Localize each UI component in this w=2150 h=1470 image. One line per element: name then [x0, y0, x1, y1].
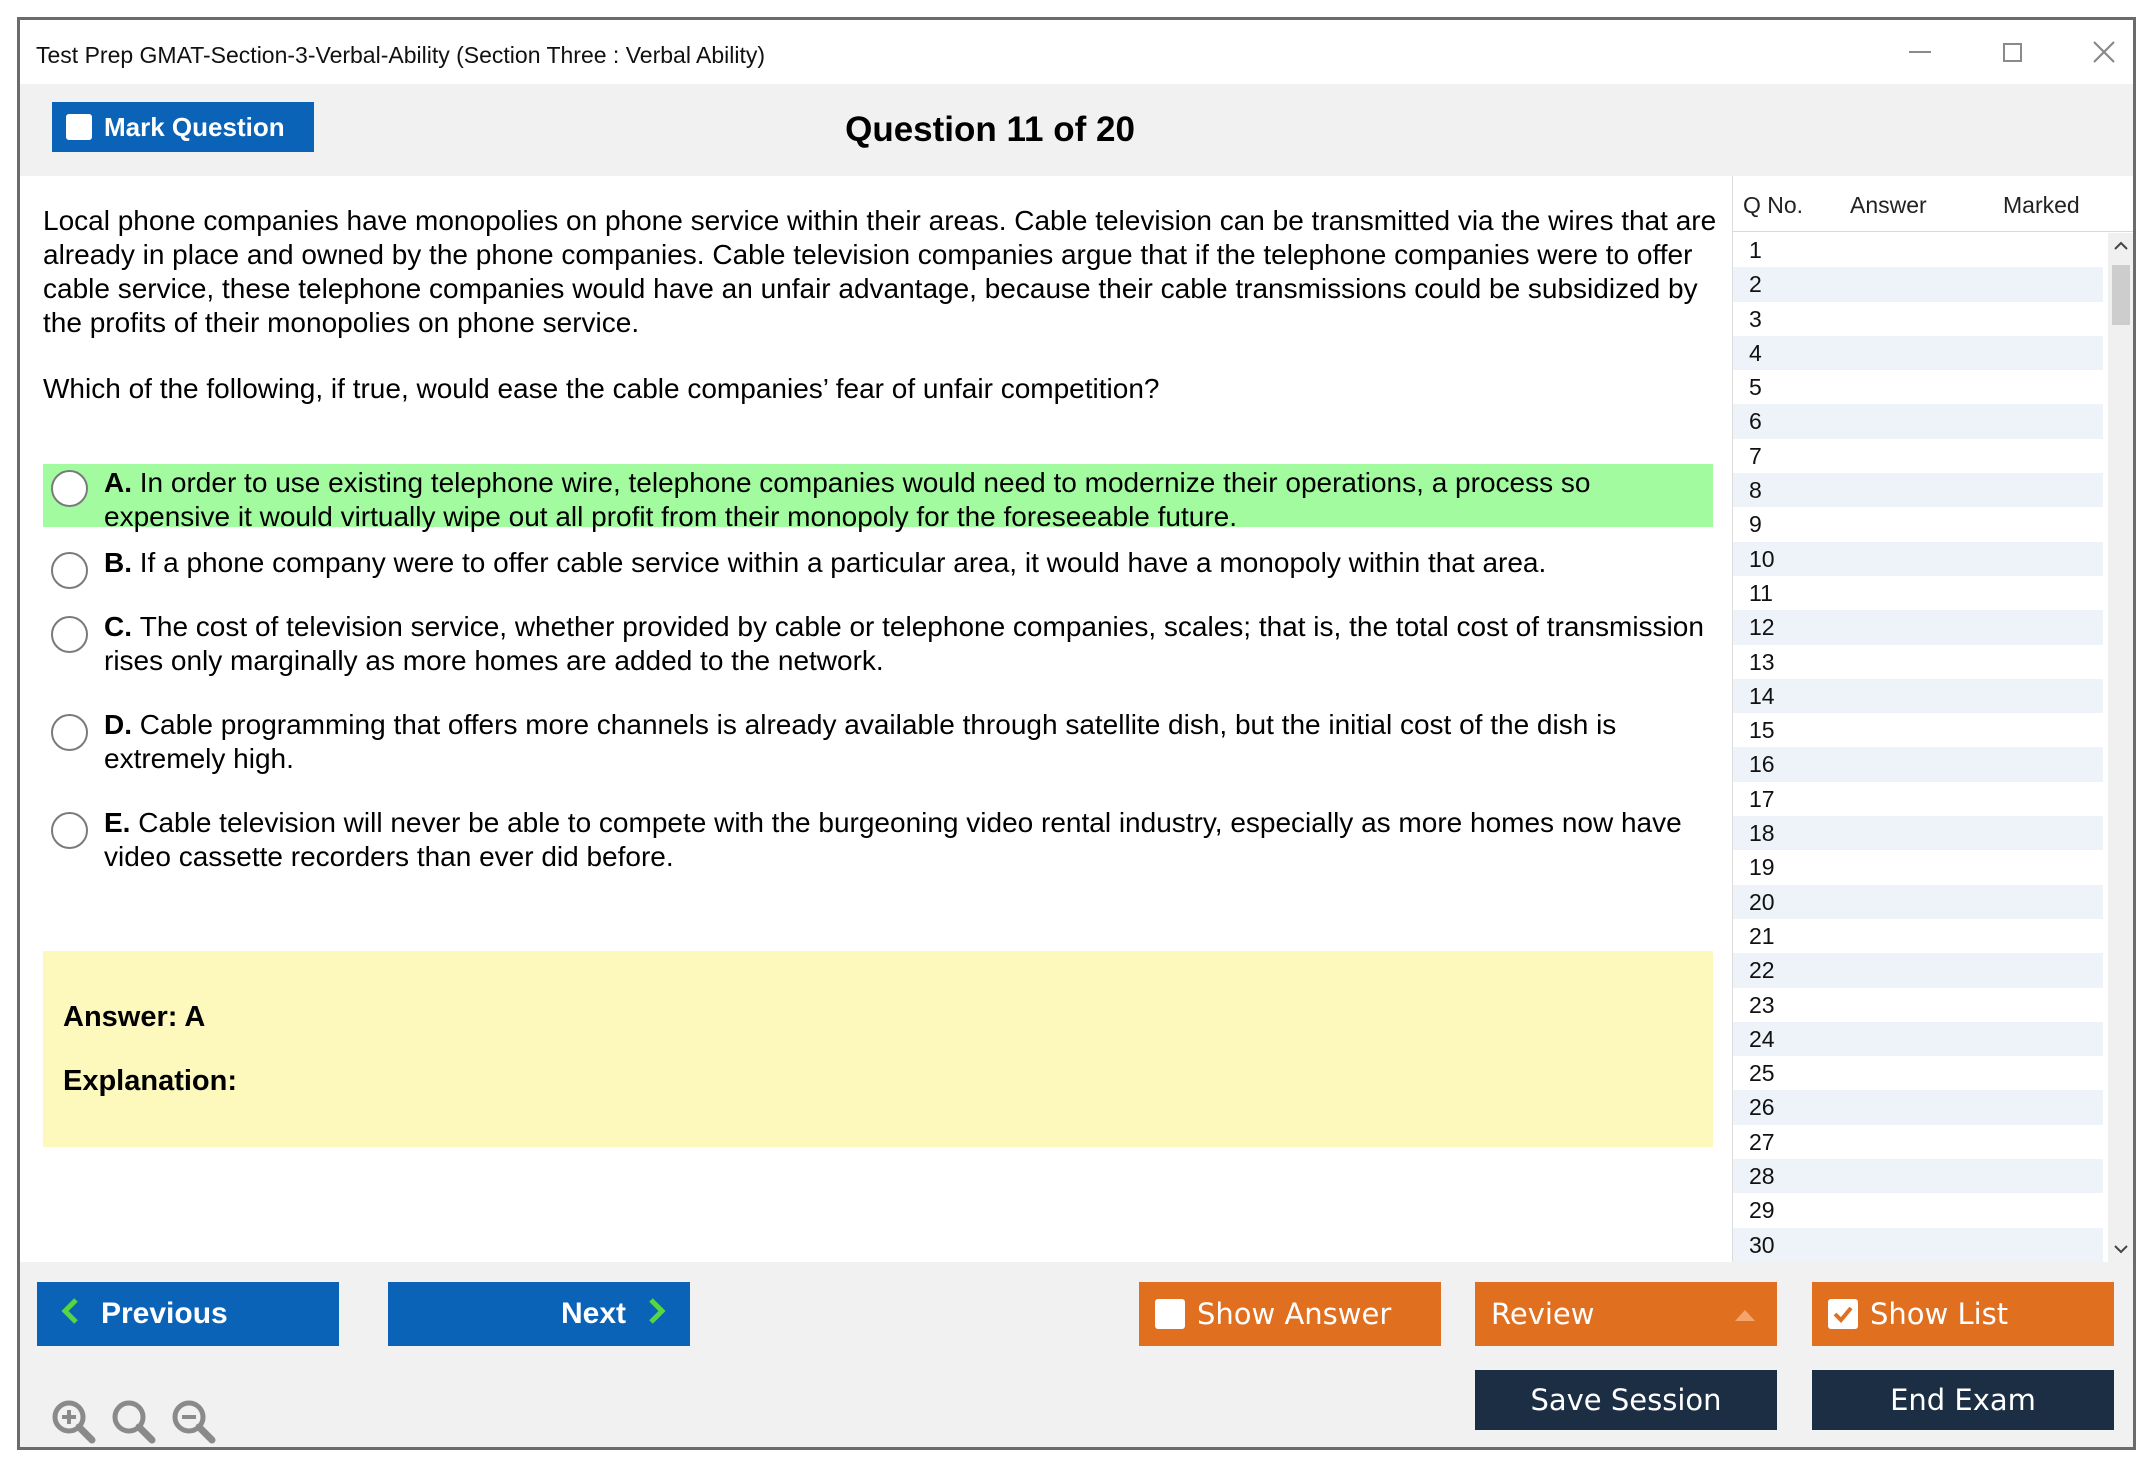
- question-number: 14: [1749, 682, 1775, 709]
- option-text: The cost of television service, whether provided by cable or telephone companies, scales; that is, the total cost of transmission rises only marginally as more homes are added to the network.: [104, 611, 1704, 676]
- question-list-row[interactable]: [1733, 336, 2103, 370]
- show-answer-checkbox-icon: [1155, 1299, 1185, 1329]
- question-list-row[interactable]: [1733, 233, 2103, 267]
- question-list-row[interactable]: [1733, 404, 2103, 438]
- question-number: 18: [1749, 820, 1775, 847]
- question-list-scrollbar[interactable]: [2108, 233, 2134, 1262]
- question-list: [1732, 176, 2136, 1262]
- maximize-button[interactable]: [1982, 30, 2042, 74]
- option-letter: A.: [104, 467, 140, 498]
- option-letter: C.: [104, 611, 140, 642]
- title-bar: [20, 20, 2133, 84]
- question-list-row[interactable]: [1733, 1022, 2103, 1056]
- option-letter: D.: [104, 709, 140, 740]
- question-number: 10: [1749, 545, 1775, 572]
- save-session-button[interactable]: [1475, 1370, 1777, 1430]
- question-list-row[interactable]: [1733, 885, 2103, 919]
- option-letter: E.: [104, 807, 139, 838]
- radio-button[interactable]: [51, 470, 88, 507]
- question-list-row[interactable]: [1733, 747, 2103, 781]
- question-number: 1: [1749, 237, 1762, 263]
- show-answer-label: Show Answer: [1197, 1297, 1392, 1331]
- next-button[interactable]: [388, 1282, 690, 1346]
- column-qno[interactable]: Q No.: [1743, 192, 1804, 218]
- question-number: 20: [1749, 888, 1775, 915]
- radio-button[interactable]: [51, 552, 88, 589]
- option-a[interactable]: [43, 464, 1713, 532]
- question-number: 11: [1749, 579, 1773, 606]
- question-list-row[interactable]: [1733, 919, 2103, 953]
- question-number: 13: [1749, 648, 1775, 675]
- option-b[interactable]: [43, 546, 1713, 580]
- question-number: 15: [1749, 717, 1775, 744]
- question-list-row[interactable]: [1733, 370, 2103, 404]
- maximize-icon: [2003, 43, 2022, 62]
- radio-button[interactable]: [51, 616, 88, 653]
- close-button[interactable]: [2074, 30, 2134, 74]
- explanation-label: Explanation:: [63, 1065, 238, 1097]
- review-label: Review: [1491, 1297, 1595, 1331]
- question-number: 17: [1749, 785, 1775, 812]
- question-number: 22: [1749, 957, 1775, 984]
- question-number: 16: [1749, 751, 1775, 778]
- question-number: 3: [1749, 305, 1762, 332]
- question-list-row[interactable]: [1733, 439, 2103, 473]
- question-list-row[interactable]: [1733, 713, 2103, 747]
- question-number: 30: [1749, 1231, 1775, 1258]
- answer-text: Answer: A: [63, 1001, 206, 1033]
- mark-question-button[interactable]: [52, 102, 314, 152]
- question-list-row[interactable]: [1733, 816, 2103, 850]
- window-title: Test Prep GMAT-Section-3-Verbal-Ability (Section Three : Verbal Ability): [36, 42, 766, 68]
- question-number: 19: [1749, 854, 1775, 881]
- question-number: 28: [1749, 1163, 1775, 1190]
- radio-button[interactable]: [51, 714, 88, 751]
- question-number: 25: [1749, 1060, 1775, 1087]
- question-number: 7: [1749, 442, 1762, 469]
- question-list-row[interactable]: [1733, 645, 2103, 679]
- question-number: 9: [1749, 511, 1762, 538]
- question-list-row[interactable]: [1733, 576, 2103, 610]
- close-icon: [2092, 40, 2116, 64]
- question-number: 27: [1749, 1128, 1775, 1155]
- question-list-row[interactable]: [1733, 782, 2103, 816]
- question-list-row[interactable]: [1733, 1159, 2103, 1193]
- column-marked[interactable]: Marked: [2003, 192, 2080, 218]
- question-counter: [20, 84, 2120, 176]
- question-counter-text: Question 11 of 20: [845, 110, 1135, 149]
- question-stem: Local phone companies have monopolies on phone service within their areas. Cable television can be transmitted via the wires that are already in place and owned by the phone companies. Cable television companies argue that if the telephone companies were to offer cable service, these telephone companies would have an unfair advantage, because their cable transmissions could be subsidized by the profits of their monopolies on phone service.: [43, 205, 1717, 338]
- mark-question-label: Mark Question: [104, 111, 285, 142]
- question-list-header: [1733, 176, 2136, 232]
- question-list-row[interactable]: [1733, 953, 2103, 987]
- end-exam-button[interactable]: [1812, 1370, 2114, 1430]
- option-c[interactable]: [43, 610, 1713, 678]
- end-exam-label: End Exam: [1890, 1383, 2036, 1417]
- question-list-row[interactable]: [1733, 1193, 2103, 1227]
- option-e[interactable]: [43, 806, 1713, 874]
- scroll-down-icon[interactable]: [2108, 1236, 2134, 1262]
- question-list-row[interactable]: [1733, 610, 2103, 644]
- review-dropdown[interactable]: [1475, 1282, 1777, 1346]
- column-answer[interactable]: Answer: [1850, 192, 1927, 218]
- option-text: If a phone company were to offer cable service within a particular area, it would have a monopoly within that area.: [139, 547, 1547, 578]
- show-list-button[interactable]: [1812, 1282, 2114, 1346]
- question-list-row[interactable]: [1733, 850, 2103, 884]
- previous-button[interactable]: [37, 1282, 339, 1346]
- minimize-icon: [1909, 51, 1931, 53]
- option-text: In order to use existing telephone wire, telephone companies would need to modernize their operations, a process so expensive it would virtually wipe out all profit from their monopoly for the foreseeable future.: [104, 467, 1591, 532]
- chevron-left-icon: [61, 1295, 79, 1334]
- question-number: 21: [1749, 922, 1775, 949]
- app-window: [17, 17, 2136, 1450]
- zoom-in-icon[interactable]: [50, 1398, 96, 1444]
- previous-label: Previous: [101, 1297, 228, 1330]
- option-text: Cable programming that offers more channels is already available through satellite dish, but the initial cost of the dish is extremely high.: [104, 709, 1617, 774]
- question-list-row[interactable]: [1733, 1125, 2103, 1159]
- question-list-row[interactable]: [1733, 507, 2103, 541]
- question-number: 2: [1749, 271, 1762, 298]
- scroll-up-icon[interactable]: [2108, 233, 2134, 259]
- question-number: 8: [1749, 477, 1762, 504]
- zoom-out-icon[interactable]: [170, 1398, 216, 1444]
- chevron-right-icon: [648, 1295, 666, 1334]
- radio-button[interactable]: [51, 812, 88, 849]
- question-number: 24: [1749, 1025, 1775, 1052]
- show-list-label: Show List: [1870, 1297, 2009, 1331]
- zoom-reset-icon[interactable]: [110, 1398, 156, 1444]
- question-list-row[interactable]: [1733, 679, 2103, 713]
- option-d[interactable]: [43, 708, 1713, 776]
- question-number: 4: [1749, 339, 1762, 366]
- question-number: 29: [1749, 1197, 1775, 1224]
- footer-toolbar: [20, 1262, 2133, 1450]
- option-text: Cable television will never be able to compete with the burgeoning video rental industry, especially as more homes now have video cassette recorders than ever did before.: [104, 807, 1682, 872]
- question-list-row[interactable]: [1733, 988, 2103, 1022]
- question-list-row[interactable]: [1733, 1228, 2103, 1262]
- question-list-row[interactable]: [1733, 302, 2103, 336]
- answer-panel: [43, 951, 1713, 1147]
- question-number: 5: [1749, 374, 1762, 401]
- question-list-row[interactable]: [1733, 1090, 2103, 1124]
- question-list-rows: [1733, 233, 2103, 1262]
- save-session-label: Save Session: [1530, 1383, 1722, 1417]
- question-panel: [20, 176, 1732, 1262]
- question-list-row[interactable]: [1733, 473, 2103, 507]
- show-answer-button[interactable]: [1139, 1282, 1441, 1346]
- show-list-checkbox-icon: [1828, 1299, 1858, 1329]
- question-number: 26: [1749, 1094, 1775, 1121]
- question-list-row[interactable]: [1733, 267, 2103, 301]
- question-list-row[interactable]: [1733, 1056, 2103, 1090]
- minimize-button[interactable]: [1890, 30, 1950, 74]
- question-list-row[interactable]: [1733, 542, 2103, 576]
- option-letter: B.: [104, 547, 140, 578]
- next-label: Next: [560, 1297, 626, 1330]
- caret-up-icon: [1735, 1310, 1755, 1321]
- question-number: 23: [1749, 991, 1775, 1018]
- question-number: 6: [1749, 408, 1762, 435]
- question-number: 12: [1749, 614, 1775, 641]
- question-header: [20, 84, 2133, 176]
- scrollbar-thumb[interactable]: [2112, 265, 2130, 325]
- mark-checkbox-icon: [66, 114, 92, 140]
- question-prompt: Which of the following, if true, would ease the cable companies’ fear of unfair competition?: [43, 373, 1160, 404]
